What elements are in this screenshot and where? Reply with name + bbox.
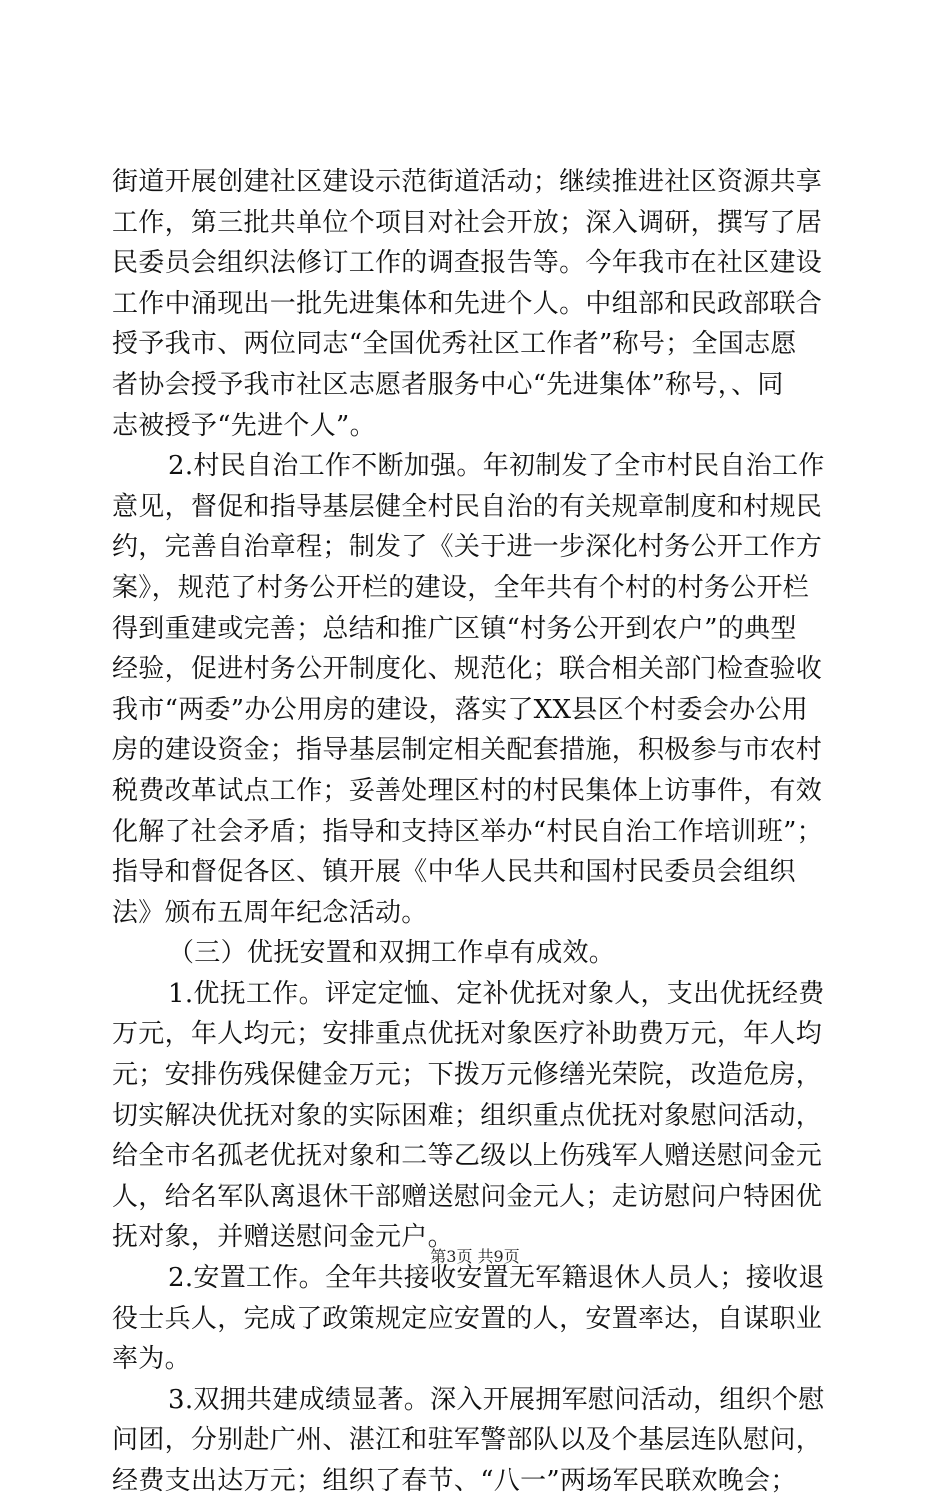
text-line: 我市“两委”办公用房的建设，落实了XX县区个村委会办公用 [112, 694, 809, 725]
page-footer: 第3页 共9页 [430, 1247, 520, 1266]
text-line: 化解了社会矛盾；指导和支持区举办“村民自治工作培训班”； [112, 816, 823, 847]
text-line: 指导和督促各区、镇开展《中华人民共和国村民委员会组织 [112, 857, 796, 888]
text-line: 案》，规范了村务公开栏的建设，全年共有个村的村务公开栏 [112, 572, 810, 603]
text-line: 授予我市、两位同志“全国优秀社区工作者”称号；全国志愿 [112, 329, 797, 360]
text-line: 工作中涌现出一批先进集体和先进个人。中组部和民政部联合 [112, 288, 823, 319]
text-line: 问团，分别赴广州、湛江和驻军警部队以及个基层连队慰问， [112, 1425, 823, 1456]
text-line: 1.优抚工作。评定定恤、定补优抚对象人，支出优抚经费 [168, 978, 825, 1009]
text-line: 经费支出达万元；组织了春节、“八一”两场军民联欢晚会； [112, 1466, 797, 1496]
text-line: 2.村民自治工作不断加强。年初制发了全市村民自治工作 [168, 451, 825, 482]
text-line: 工作，第三批共单位个项目对社会开放；深入调研，撰写了居 [112, 207, 823, 238]
text-line: 3.双拥共建成绩显著。深入开展拥军慰问活动，组织个慰 [168, 1384, 825, 1415]
text-line: 元；安排伤残保健金万元；下拨万元修缮光荣院，改造危房， [112, 1060, 823, 1091]
document-body [112, 162, 832, 1502]
text-line: 法》颁布五周年纪念活动。 [112, 897, 428, 928]
text-line: （三）优抚安置和双拥工作卓有成效。 [168, 938, 616, 969]
text-line: 役士兵人，完成了政策规定应安置的人，安置率达，自谋职业 [112, 1303, 823, 1334]
text-line: 者协会授予我市社区志愿者服务中心“先进集体”称号，、同 [112, 369, 784, 400]
text-line: 2.安置工作。全年共接收安置无军籍退休人员人；接收退 [168, 1263, 825, 1294]
text-line: 经验，促进村务公开制度化、规范化；联合相关部门检查验收 [112, 654, 823, 685]
text-line: 率为。 [112, 1344, 191, 1375]
text-line: 约，完善自治章程；制发了《关于进一步深化村务公开工作方 [112, 532, 823, 563]
text-line: 志被授予“先进个人”。 [112, 410, 376, 441]
text-line: 街道开展创建社区建设示范街道活动；继续推进社区资源共享 [112, 167, 823, 197]
text-line: 得到重建或完善；总结和推广区镇“村务公开到农户”的典型 [112, 613, 797, 644]
text-line: 意见，督促和指导基层健全村民自治的有关规章制度和村规民 [112, 491, 823, 522]
text-line: 人，给名军队离退休干部赠送慰问金元人；走访慰问户特困优 [112, 1181, 823, 1212]
text-line: 切实解决优抚对象的实际困难；组织重点优抚对象慰问活动， [112, 1100, 823, 1131]
text-line: 民委员会组织法修订工作的调查报告等。今年我市在社区建设 [112, 248, 823, 279]
text-line: 给全市名孤老优抚对象和二等乙级以上伤残军人赠送慰问金元 [112, 1141, 823, 1172]
text-line: 万元，年人均元；安排重点优抚对象医疗补助费万元，年人均 [112, 1019, 823, 1050]
text-line: 税费改革试点工作；妥善处理区村的村民集体上访事件，有效 [112, 775, 823, 806]
text-line: 抚对象，并赠送慰问金元户。 [112, 1222, 454, 1253]
text-line: 房的建设资金；指导基层制定相关配套措施，积极参与市农村 [112, 735, 823, 766]
